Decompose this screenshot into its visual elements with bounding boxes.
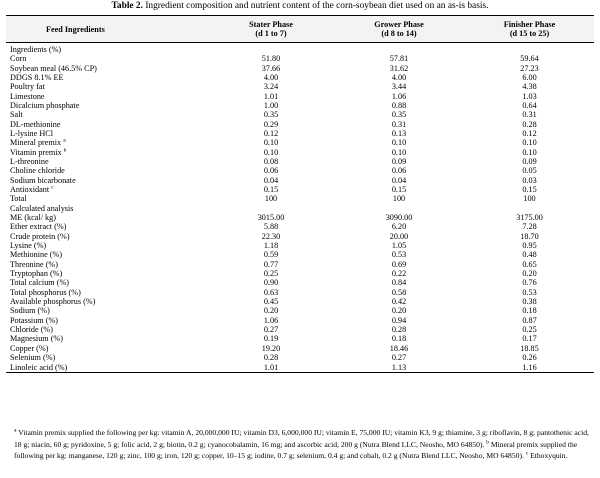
row-label-text: Linoleic acid (%) [10,362,68,372]
table-row [6,194,594,203]
row-label [6,353,209,362]
row-label [6,250,209,259]
finisher-value: 0.09 [522,156,537,166]
header-finisher-phase [465,16,594,43]
finisher-value: 1.03 [522,91,537,101]
finisher-value: 0.17 [522,334,537,344]
footnote-a-marker: a [14,427,17,434]
starter-value: 1.06 [263,315,279,325]
row-label [6,148,209,157]
header-feed-ingredients: Feed Ingredients [6,16,209,43]
grower-value [333,42,465,54]
grower-value: 0.69 [391,259,407,269]
starter-value: 0.06 [263,166,279,176]
starter-value: 0.28 [263,353,279,363]
finisher-value: 0.18 [522,306,537,316]
row-label [6,185,209,194]
starter-value: 0.04 [263,175,279,185]
table-row [6,297,594,306]
grower-value: 31.62 [389,63,409,73]
row-label [6,166,209,175]
table-row [6,166,594,175]
row-label-text: Magnesium (%) [10,334,63,344]
row-label [6,232,209,241]
row-label-text: Antioxidant [10,184,50,194]
row-label-text: Lysine (%) [10,241,47,251]
header-grower-days: (d 8 to 14) [381,29,417,39]
table-row [6,138,594,147]
table-row [6,250,594,259]
row-label-text: Choline chloride [10,166,65,176]
row-label-text: L-lysine HCl [10,128,53,138]
grower-value: 3090.00 [385,213,413,222]
table-row [6,157,594,166]
row-label [6,334,209,343]
grower-value: 0.18 [391,334,407,344]
finisher-value: 0.31 [522,110,537,120]
finisher-value: 7.28 [522,222,537,232]
grower-value: 0.13 [391,128,407,138]
table-row [6,344,594,353]
row-label-text: Copper (%) [10,343,49,353]
row-label-text: Threonine (%) [10,259,58,269]
row-label-text: Selenium (%) [10,353,56,363]
finisher-value: 0.25 [522,325,537,335]
table-caption-label: Table 2. [111,1,143,11]
table-row [6,278,594,287]
starter-value: 5.88 [263,222,279,232]
finisher-value: 0.03 [522,175,537,185]
table-row [6,222,594,231]
grower-value: 1.05 [391,241,407,251]
grower-value: 0.35 [391,110,407,120]
row-label [6,278,209,287]
grower-value: 0.42 [391,297,407,307]
starter-value: 1.01 [263,91,279,101]
row-label-text: Corn [10,54,27,64]
row-label-text: DL-methionine [10,119,61,129]
grower-value: 6.20 [391,222,407,232]
grower-value: 0.53 [391,250,407,260]
row-label [6,260,209,269]
row-label-text: Poultry fat [10,82,45,92]
starter-value: 3.24 [263,82,279,92]
grower-value: 4.00 [391,72,407,82]
footnote-c-marker: c [525,450,529,457]
finisher-value: 0.64 [522,100,537,110]
row-label-text: Tryptophan (%) [10,269,63,279]
finisher-value: 0.95 [522,241,537,251]
starter-value: 22.30 [261,231,281,241]
row-label-text: Vitamin premix [10,147,62,157]
grower-value: 0.10 [391,147,407,157]
table-row [6,101,594,110]
grower-value: 0.94 [391,315,407,325]
finisher-value: 0.05 [522,166,537,176]
row-label-footnote-marker: b [63,146,67,153]
row-label-text: Mineral premix [10,138,62,148]
table-row [6,213,594,222]
grower-value: 0.04 [391,175,407,185]
finisher-value: 0.10 [522,147,537,157]
row-label [6,129,209,138]
footnote-a-text: Vitamin premix supplied the following per kg: vitamin A, 20,000,000 IU; vitamin D3, 6,000,000 IU; vitamin E, 75,000 IU; vitamin K3, 9 g; thiamine, 3 g; riboflavin, 8 g; pantothenic acid, 18 g; niacin, 60 g; pyridoxine, 5 g; folic acid, 2 g; biotin, 0.2 g; cyanocobalamin, 16 mg; and ascorbic acid, 200 g (Nutra Blend LLC, Neosho, MO 64850). [14,428,589,449]
row-label-text: Crude protein (%) [10,231,70,241]
table-row [6,110,594,119]
table-row [6,176,594,185]
row-label [6,64,209,73]
table-row [6,288,594,297]
table-caption [0,0,600,13]
table-row [6,363,594,373]
footnote-b-text: Mineral premix supplied the following per kg: manganese, 120 g; zinc, 100 g; iron, 120 g; copper, 10–15 g; iodine, 0.7 g; selenium, 0.4 g; and cobalt, 0.2 g (Nutra Blend LLC, Neosho, MO 64850). [14,439,578,461]
row-label-text: Total [10,194,27,204]
table-row [6,269,594,278]
row-label [6,363,209,373]
header-grower-title: Grower Phase [374,20,424,29]
starter-value: 3015.00 [257,213,285,222]
row-label [6,120,209,129]
finisher-value: 3175.00 [516,213,543,222]
finisher-value: 0.20 [522,269,537,279]
table-row [6,353,594,362]
finisher-value: 0.10 [522,138,537,148]
table-row [6,120,594,129]
starter-value: 0.25 [263,269,279,279]
header-grower-phase [333,16,465,43]
grower-value: 0.28 [391,325,407,335]
finisher-value: 0.15 [522,184,537,194]
table-row [6,232,594,241]
row-label-text: Limestone [10,91,45,101]
row-label-text: Methionine (%) [10,250,63,260]
footnote-b-marker: b [486,439,489,446]
row-label [6,157,209,166]
table-row [6,92,594,101]
finisher-value: 0.12 [522,128,537,138]
row-label [6,110,209,119]
starter-value: 0.59 [263,250,279,260]
starter-value: 37.66 [261,63,281,73]
header-finisher-days: (d 15 to 25) [509,29,550,39]
row-label-text: ME (kcal/ kg) [10,213,56,222]
row-label [6,194,209,203]
table-row [6,64,594,73]
table-row [6,82,594,91]
starter-value: 0.90 [263,278,279,288]
row-label [6,269,209,278]
starter-value: 0.15 [263,184,279,194]
starter-value: 0.10 [263,147,279,157]
starter-value: 0.27 [263,325,279,335]
finisher-value: 59.64 [520,54,539,64]
starter-value: 0.19 [263,334,279,344]
table-row [6,129,594,138]
grower-value: 0.10 [391,138,407,148]
grower-value: 0.31 [391,119,407,129]
header-starter-title: Stater Phase [249,20,293,29]
header-starter-phase [209,16,333,43]
row-label [6,288,209,297]
finisher-value [465,204,594,213]
row-label-text: Sodium (%) [10,306,50,316]
header-starter-days: (d 1 to 7) [255,29,287,39]
finisher-value: 27.23 [520,63,539,73]
row-label [6,92,209,101]
finisher-value: 18.70 [520,231,539,241]
row-label-text: Available phosphorus (%) [10,297,96,307]
starter-value [209,42,333,54]
finisher-value: 0.65 [522,259,537,269]
starter-value: 1.00 [263,100,279,110]
table-header [6,16,594,43]
grower-value: 0.09 [391,156,407,166]
starter-value [209,204,333,213]
row-label [6,344,209,353]
row-label-text: Ether extract (%) [10,222,67,232]
row-label [6,316,209,325]
row-label-text: Soybean meal (46.5% CP) [10,63,97,73]
starter-value: 19.20 [261,343,281,353]
row-label-text: Ingredients (%) [10,44,62,54]
starter-value: 0.29 [263,119,279,129]
starter-value: 51.80 [261,54,281,64]
finisher-value: 1.16 [465,363,594,373]
row-label [6,213,209,222]
finisher-value: 0.48 [522,250,537,260]
grower-value [333,204,465,213]
table-caption-text: Ingredient composition and nutrient content of the corn-soybean diet used on an as-is basis. [145,1,489,11]
row-label-text: Total phosphorus (%) [10,287,81,297]
grower-value: 57.81 [389,54,409,64]
row-label-text: L-threonine [10,156,49,166]
row-label-footnote-marker: a [63,137,66,144]
ingredient-table [6,15,594,373]
row-label-text: DDGS 8.1% EE [10,72,64,82]
header-finisher-title: Finisher Phase [503,20,556,29]
row-label [6,325,209,334]
starter-value: 0.45 [263,297,279,307]
grower-value: 3.44 [391,82,407,92]
table-row [6,316,594,325]
row-label-text: Salt [10,110,23,120]
table-row [6,241,594,250]
table-row [6,42,594,54]
starter-value: 0.35 [263,110,279,120]
row-label [6,42,209,54]
grower-value: 0.84 [391,278,407,288]
table-row [6,306,594,315]
row-label [6,204,209,213]
finisher-value: 6.00 [522,72,537,82]
starter-value: 1.01 [209,363,333,373]
table-row [6,148,594,157]
finisher-value: 0.26 [522,353,537,363]
row-label [6,54,209,63]
starter-value: 4.00 [263,72,279,82]
starter-value: 0.77 [263,259,279,269]
row-label [6,176,209,185]
table-row [6,204,594,213]
table-footnote [14,427,592,462]
row-label [6,222,209,231]
row-label-text: Total calcium (%) [10,278,69,288]
finisher-value: 0.53 [522,287,537,297]
finisher-value [465,42,594,54]
starter-value: 0.63 [263,287,279,297]
table-row [6,54,594,63]
grower-value: 0.58 [391,287,407,297]
row-label [6,297,209,306]
row-label-text: Chloride (%) [10,325,53,335]
row-label-text: Potassium (%) [10,315,58,325]
row-label [6,73,209,82]
finisher-value: 0.38 [522,297,537,307]
starter-value: 0.08 [263,156,279,166]
row-label [6,101,209,110]
row-label-text: Calculated analysis [10,203,74,213]
table-body [6,42,594,372]
grower-value: 0.27 [391,353,407,363]
finisher-value: 4.38 [522,82,537,92]
footnote-c-text: Ethoxyquin. [528,451,568,461]
grower-value: 100 [392,194,406,204]
row-label-text: Dicalcium phosphate [10,100,80,110]
grower-value: 0.06 [391,166,407,176]
finisher-value: 0.76 [522,278,537,288]
row-label-footnote-marker: c [51,184,54,191]
finisher-value: 0.28 [522,119,537,129]
row-label [6,82,209,91]
row-label-text: Sodium bicarbonate [10,175,76,185]
finisher-value: 100 [523,194,536,204]
starter-value: 1.18 [263,241,279,251]
table-row [6,325,594,334]
grower-value: 18.46 [389,343,409,353]
grower-value: 1.13 [333,363,465,373]
finisher-value: 18.85 [520,343,539,353]
starter-value: 0.10 [263,138,279,148]
table-row [6,185,594,194]
finisher-value: 0.87 [522,315,537,325]
grower-value: 0.22 [391,269,407,279]
starter-value: 0.20 [263,306,279,316]
row-label [6,241,209,250]
grower-value: 0.15 [391,184,407,194]
grower-value: 0.88 [391,100,407,110]
grower-value: 1.06 [391,91,407,101]
grower-value: 0.20 [391,306,407,316]
table-row [6,73,594,82]
starter-value: 100 [264,194,278,204]
table-row [6,260,594,269]
row-label [6,138,209,147]
table-row [6,334,594,343]
row-label [6,306,209,315]
starter-value: 0.12 [263,128,279,138]
grower-value: 20.00 [389,231,409,241]
